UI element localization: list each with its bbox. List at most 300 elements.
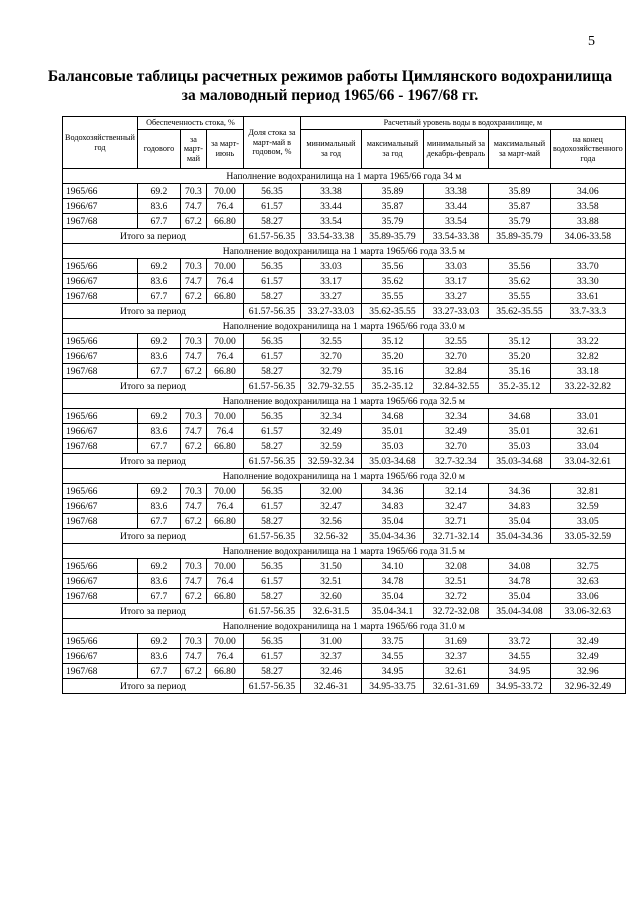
table-cell: 67.2 [180, 514, 206, 529]
header-level-group: Расчетный уровень воды в водохранилище, м [300, 117, 625, 130]
section-header-row [63, 469, 626, 484]
total-cell: 61.57-56.35 [243, 529, 300, 544]
table-cell: 66.80 [206, 364, 243, 379]
table-cell: 33.70 [550, 259, 625, 274]
table-cell: 61.57 [243, 349, 300, 364]
table-cell: 1966/67 [63, 349, 138, 364]
table-cell: 58.27 [243, 364, 300, 379]
section-header-row [63, 244, 626, 259]
total-cell: 32.84-32.55 [423, 379, 488, 394]
table-cell: 34.83 [361, 499, 423, 514]
table-cell: 35.62 [488, 274, 550, 289]
table-row [63, 499, 626, 514]
table-cell: 33.17 [423, 274, 488, 289]
table-cell: 33.22 [550, 334, 625, 349]
table-cell: 70.00 [206, 634, 243, 649]
table-cell: 32.70 [423, 349, 488, 364]
table-cell: 70.00 [206, 334, 243, 349]
total-cell: 33.05-32.59 [550, 529, 625, 544]
total-cell: 32.72-32.08 [423, 604, 488, 619]
section-header-row [63, 544, 626, 559]
table-cell: 33.17 [300, 274, 361, 289]
table-cell: 61.57 [243, 424, 300, 439]
table-cell: 61.57 [243, 199, 300, 214]
table-row [63, 259, 626, 274]
table-cell: 58.27 [243, 289, 300, 304]
total-cell: 32.6-31.5 [300, 604, 361, 619]
table-cell: 70.00 [206, 259, 243, 274]
total-row [63, 529, 626, 544]
table-cell: 56.35 [243, 634, 300, 649]
table-cell: 1966/67 [63, 649, 138, 664]
table-cell: 70.00 [206, 484, 243, 499]
title-line-2: за маловодный период 1965/66 - 1967/68 гг. [181, 87, 479, 104]
section-header-row [63, 319, 626, 334]
total-row [63, 454, 626, 469]
total-cell: 33.54-33.38 [423, 229, 488, 244]
total-cell: 35.62-35.55 [361, 304, 423, 319]
header-end-year: на конец водохозяйственного года [550, 130, 625, 169]
total-cell: 33.7-33.3 [550, 304, 625, 319]
total-row [63, 679, 626, 694]
table-cell: 76.4 [206, 274, 243, 289]
table-cell: 76.4 [206, 649, 243, 664]
table-cell: 32.70 [423, 439, 488, 454]
total-cell: 35.04-34.36 [361, 529, 423, 544]
total-cell: 61.57-56.35 [243, 229, 300, 244]
table-cell: 33.18 [550, 364, 625, 379]
table-cell: 35.01 [361, 424, 423, 439]
table-cell: 35.56 [488, 259, 550, 274]
header-max-year: максимальный за год [361, 130, 423, 169]
table-row [63, 634, 626, 649]
table-cell: 76.4 [206, 499, 243, 514]
table-cell: 83.6 [137, 199, 180, 214]
table-cell: 32.84 [423, 364, 488, 379]
table-cell: 33.44 [300, 199, 361, 214]
table-cell: 58.27 [243, 514, 300, 529]
table-cell: 32.96 [550, 664, 625, 679]
table-cell: 76.4 [206, 424, 243, 439]
header-runoff-share: Доля стока за март-май в годовом, % [243, 117, 300, 169]
table-row [63, 334, 626, 349]
table-row [63, 349, 626, 364]
total-cell: 35.89-35.79 [488, 229, 550, 244]
section-header-row [63, 169, 626, 184]
total-cell: 34.95-33.75 [361, 679, 423, 694]
table-cell: 34.55 [488, 649, 550, 664]
section-header-row [63, 394, 626, 409]
total-cell: 33.27-33.03 [300, 304, 361, 319]
section-header-row [63, 619, 626, 634]
table-cell: 32.37 [423, 649, 488, 664]
table-cell: 66.80 [206, 514, 243, 529]
table-cell: 35.62 [361, 274, 423, 289]
table-cell: 58.27 [243, 439, 300, 454]
section-title: Наполнение водохранилища на 1 марта 1965/66 года 32.5 м [63, 394, 626, 409]
total-row [63, 304, 626, 319]
total-cell: 32.46-31 [300, 679, 361, 694]
table-cell: 76.4 [206, 349, 243, 364]
total-cell: 35.03-34.68 [488, 454, 550, 469]
total-cell: 33.04-32.61 [550, 454, 625, 469]
total-label: Итого за период [63, 229, 244, 244]
table-cell: 32.55 [423, 334, 488, 349]
table-cell: 35.87 [488, 199, 550, 214]
table-cell: 1965/66 [63, 409, 138, 424]
total-cell: 33.06-32.63 [550, 604, 625, 619]
table-cell: 1965/66 [63, 334, 138, 349]
total-cell: 34.95-33.72 [488, 679, 550, 694]
table-cell: 74.7 [180, 274, 206, 289]
header-water-year: Водохозяйственный год [63, 117, 138, 169]
table-cell: 33.88 [550, 214, 625, 229]
table-cell: 1965/66 [63, 634, 138, 649]
table-cell: 1966/67 [63, 424, 138, 439]
table-cell: 35.04 [488, 514, 550, 529]
table-cell: 67.7 [137, 364, 180, 379]
table-body [63, 169, 626, 694]
table-cell: 83.6 [137, 574, 180, 589]
table-cell: 32.72 [423, 589, 488, 604]
table-cell: 33.54 [423, 214, 488, 229]
table-cell: 32.37 [300, 649, 361, 664]
table-cell: 1965/66 [63, 559, 138, 574]
table-cell: 70.3 [180, 409, 206, 424]
table-cell: 35.89 [361, 184, 423, 199]
table-cell: 35.03 [488, 439, 550, 454]
total-cell: 34.06-33.58 [550, 229, 625, 244]
table-row [63, 484, 626, 499]
total-cell: 32.79-32.55 [300, 379, 361, 394]
table-cell: 83.6 [137, 424, 180, 439]
table-cell: 67.2 [180, 214, 206, 229]
table-cell: 66.80 [206, 439, 243, 454]
total-cell: 35.2-35.12 [488, 379, 550, 394]
table-cell: 69.2 [137, 184, 180, 199]
table-cell: 1967/68 [63, 664, 138, 679]
table-cell: 1967/68 [63, 439, 138, 454]
section-title: Наполнение водохранилища на 1 марта 1965/66 года 33.0 м [63, 319, 626, 334]
table-cell: 33.38 [300, 184, 361, 199]
table-cell: 32.79 [300, 364, 361, 379]
table-cell: 35.20 [488, 349, 550, 364]
table-cell: 35.12 [488, 334, 550, 349]
table-cell: 70.3 [180, 259, 206, 274]
table-cell: 32.08 [423, 559, 488, 574]
section-title: Наполнение водохранилища на 1 марта 1965/66 года 32.0 м [63, 469, 626, 484]
table-cell: 32.34 [300, 409, 361, 424]
table-cell: 56.35 [243, 259, 300, 274]
table-cell: 67.7 [137, 289, 180, 304]
table-cell: 70.00 [206, 184, 243, 199]
table-cell: 56.35 [243, 184, 300, 199]
total-label: Итого за период [63, 604, 244, 619]
table-cell: 74.7 [180, 424, 206, 439]
table-cell: 33.04 [550, 439, 625, 454]
table-cell: 83.6 [137, 499, 180, 514]
header-min-dec-feb: минимальный за декабрь-февраль [423, 130, 488, 169]
table-cell: 58.27 [243, 664, 300, 679]
table-cell: 66.80 [206, 664, 243, 679]
table-cell: 33.44 [423, 199, 488, 214]
table-cell: 35.56 [361, 259, 423, 274]
table-cell: 34.68 [361, 409, 423, 424]
total-cell: 35.03-34.68 [361, 454, 423, 469]
table-cell: 69.2 [137, 484, 180, 499]
table-cell: 69.2 [137, 334, 180, 349]
table-cell: 34.95 [361, 664, 423, 679]
header-annual: годового [137, 130, 180, 169]
table-cell: 83.6 [137, 649, 180, 664]
total-cell: 32.7-32.34 [423, 454, 488, 469]
total-label: Итого за период [63, 379, 244, 394]
table-cell: 32.81 [550, 484, 625, 499]
table-cell: 32.70 [300, 349, 361, 364]
table-cell: 74.7 [180, 499, 206, 514]
table-cell: 83.6 [137, 349, 180, 364]
total-cell: 33.22-32.82 [550, 379, 625, 394]
table-cell: 31.50 [300, 559, 361, 574]
section-title: Наполнение водохранилища на 1 марта 1965/66 года 31.0 м [63, 619, 626, 634]
table-cell: 61.57 [243, 574, 300, 589]
total-cell: 33.27-33.03 [423, 304, 488, 319]
table-cell: 32.49 [550, 649, 625, 664]
total-cell: 35.62-35.55 [488, 304, 550, 319]
table-cell: 35.79 [488, 214, 550, 229]
table-cell: 66.80 [206, 589, 243, 604]
table-cell: 69.2 [137, 634, 180, 649]
balance-table [62, 116, 626, 694]
table-cell: 74.7 [180, 349, 206, 364]
table-cell: 32.60 [300, 589, 361, 604]
document-title [40, 67, 620, 105]
table-cell: 35.89 [488, 184, 550, 199]
table-cell: 33.61 [550, 289, 625, 304]
table-cell: 35.55 [361, 289, 423, 304]
table-cell: 35.12 [361, 334, 423, 349]
total-row [63, 379, 626, 394]
table-cell: 34.78 [361, 574, 423, 589]
table-cell: 70.3 [180, 184, 206, 199]
table-cell: 35.55 [488, 289, 550, 304]
table-cell: 1965/66 [63, 184, 138, 199]
total-cell: 35.2-35.12 [361, 379, 423, 394]
table-row [63, 559, 626, 574]
total-row [63, 604, 626, 619]
table-cell: 69.2 [137, 409, 180, 424]
table-cell: 34.95 [488, 664, 550, 679]
table-cell: 32.34 [423, 409, 488, 424]
table-cell: 33.03 [423, 259, 488, 274]
table-row [63, 199, 626, 214]
table-cell: 35.16 [361, 364, 423, 379]
total-cell: 35.04-34.1 [361, 604, 423, 619]
table-cell: 66.80 [206, 214, 243, 229]
table-cell: 33.05 [550, 514, 625, 529]
table-row [63, 409, 626, 424]
total-cell: 32.56-32 [300, 529, 361, 544]
total-cell: 32.61-31.69 [423, 679, 488, 694]
table-row [63, 574, 626, 589]
table-cell: 66.80 [206, 289, 243, 304]
table-cell: 1965/66 [63, 259, 138, 274]
table-cell: 32.55 [300, 334, 361, 349]
table-cell: 67.2 [180, 589, 206, 604]
table-cell: 32.71 [423, 514, 488, 529]
table-cell: 32.51 [423, 574, 488, 589]
table-cell: 74.7 [180, 199, 206, 214]
table-row [63, 514, 626, 529]
table-cell: 70.00 [206, 559, 243, 574]
header-supply-group: Обеспеченность стока, % [137, 117, 243, 130]
table-cell: 1966/67 [63, 499, 138, 514]
table-cell: 67.2 [180, 289, 206, 304]
table-cell: 33.38 [423, 184, 488, 199]
total-cell: 61.57-56.35 [243, 304, 300, 319]
table-cell: 1966/67 [63, 199, 138, 214]
table-cell: 70.3 [180, 334, 206, 349]
section-title: Наполнение водохранилища на 1 марта 1965/66 года 34 м [63, 169, 626, 184]
table-cell: 32.49 [550, 634, 625, 649]
table-cell: 76.4 [206, 199, 243, 214]
table-cell: 34.36 [488, 484, 550, 499]
table-cell: 31.00 [300, 634, 361, 649]
table-row [63, 589, 626, 604]
table-cell: 33.30 [550, 274, 625, 289]
total-cell: 35.04-34.08 [488, 604, 550, 619]
table-row [63, 439, 626, 454]
table-cell: 32.56 [300, 514, 361, 529]
total-cell: 35.04-34.36 [488, 529, 550, 544]
table-cell: 67.7 [137, 664, 180, 679]
table-cell: 32.59 [550, 499, 625, 514]
total-cell: 35.89-35.79 [361, 229, 423, 244]
table-cell: 32.14 [423, 484, 488, 499]
total-cell: 61.57-56.35 [243, 379, 300, 394]
table-cell: 34.55 [361, 649, 423, 664]
table-row [63, 364, 626, 379]
table-cell: 32.47 [423, 499, 488, 514]
total-cell: 61.57-56.35 [243, 454, 300, 469]
table-cell: 33.01 [550, 409, 625, 424]
table-cell: 32.82 [550, 349, 625, 364]
table-cell: 61.57 [243, 274, 300, 289]
header-mar-jun: за март-июнь [206, 130, 243, 169]
table-cell: 33.72 [488, 634, 550, 649]
table-cell: 67.7 [137, 514, 180, 529]
table-cell: 33.27 [300, 289, 361, 304]
table-cell: 31.69 [423, 634, 488, 649]
section-title: Наполнение водохранилища на 1 марта 1965/66 года 33.5 м [63, 244, 626, 259]
section-title: Наполнение водохранилища на 1 марта 1965/66 года 31.5 м [63, 544, 626, 559]
table-cell: 61.57 [243, 499, 300, 514]
table-cell: 32.61 [550, 424, 625, 439]
table-cell: 32.49 [423, 424, 488, 439]
total-label: Итого за период [63, 529, 244, 544]
total-cell: 32.59-32.34 [300, 454, 361, 469]
total-label: Итого за период [63, 304, 244, 319]
table-cell: 58.27 [243, 214, 300, 229]
table-cell: 32.75 [550, 559, 625, 574]
table-cell: 67.2 [180, 664, 206, 679]
table-cell: 74.7 [180, 649, 206, 664]
table-cell: 32.59 [300, 439, 361, 454]
table-cell: 70.3 [180, 559, 206, 574]
table-cell: 33.06 [550, 589, 625, 604]
table-cell: 34.68 [488, 409, 550, 424]
table-cell: 35.04 [488, 589, 550, 604]
table-cell: 70.3 [180, 484, 206, 499]
table-cell: 76.4 [206, 574, 243, 589]
total-cell: 61.57-56.35 [243, 679, 300, 694]
table-cell: 69.2 [137, 559, 180, 574]
table-cell: 32.63 [550, 574, 625, 589]
table-cell: 35.20 [361, 349, 423, 364]
table-cell: 56.35 [243, 484, 300, 499]
total-cell: 32.71-32.14 [423, 529, 488, 544]
table-cell: 33.58 [550, 199, 625, 214]
page-number: 5 [588, 34, 595, 49]
table-cell: 67.7 [137, 214, 180, 229]
table-row [63, 214, 626, 229]
table-cell: 58.27 [243, 589, 300, 604]
total-row [63, 229, 626, 244]
table-cell: 32.00 [300, 484, 361, 499]
header-mar-may: за март-май [180, 130, 206, 169]
table-cell: 69.2 [137, 259, 180, 274]
table-cell: 70.3 [180, 634, 206, 649]
total-cell: 32.96-32.49 [550, 679, 625, 694]
header-max-mar-may: максимальный за март-май [488, 130, 550, 169]
table-row [63, 664, 626, 679]
header-min-year: минимальный за год [300, 130, 361, 169]
table-cell: 35.01 [488, 424, 550, 439]
table-cell: 34.78 [488, 574, 550, 589]
table-cell: 1966/67 [63, 274, 138, 289]
table-cell: 1966/67 [63, 574, 138, 589]
table-cell: 67.2 [180, 364, 206, 379]
table-cell: 34.08 [488, 559, 550, 574]
table-cell: 35.03 [361, 439, 423, 454]
table-row [63, 184, 626, 199]
table-cell: 33.54 [300, 214, 361, 229]
table-cell: 56.35 [243, 334, 300, 349]
table-row [63, 289, 626, 304]
table-row [63, 424, 626, 439]
table-cell: 70.00 [206, 409, 243, 424]
table-cell: 67.7 [137, 589, 180, 604]
table-cell: 34.10 [361, 559, 423, 574]
table-cell: 67.2 [180, 439, 206, 454]
table-cell: 83.6 [137, 274, 180, 289]
table-row [63, 649, 626, 664]
table-cell: 1967/68 [63, 289, 138, 304]
title-line-1: Балансовые таблицы расчетных режимов работы Цимлянского водохранилища [47, 68, 613, 85]
table-cell: 35.04 [361, 589, 423, 604]
table-cell: 1967/68 [63, 214, 138, 229]
table-cell: 34.06 [550, 184, 625, 199]
table-cell: 1967/68 [63, 514, 138, 529]
table-cell: 32.49 [300, 424, 361, 439]
table-cell: 74.7 [180, 574, 206, 589]
table-cell: 33.75 [361, 634, 423, 649]
table-cell: 67.7 [137, 439, 180, 454]
total-cell: 61.57-56.35 [243, 604, 300, 619]
total-label: Итого за период [63, 454, 244, 469]
table-cell: 33.27 [423, 289, 488, 304]
total-label: Итого за период [63, 679, 244, 694]
